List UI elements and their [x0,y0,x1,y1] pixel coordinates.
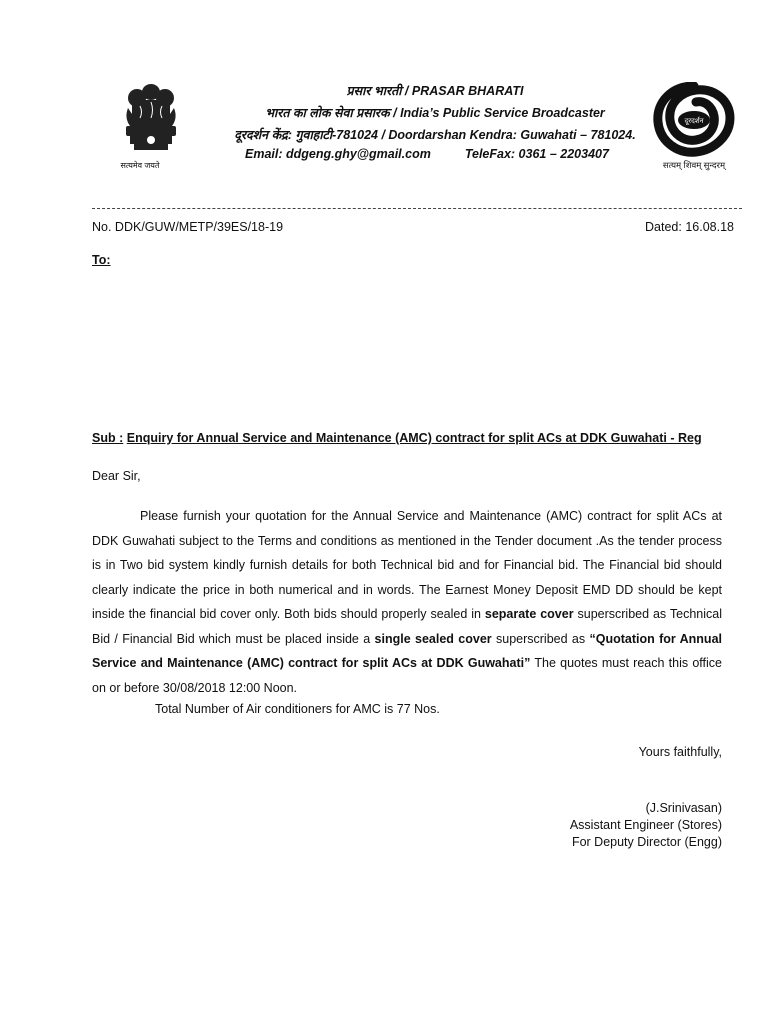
subject-label: Sub : [92,431,124,445]
emblem-motto: सत्यमेव जयते [120,161,160,170]
signatory-designation: Assistant Engineer (Stores) [569,818,722,832]
org-tagline-english: / India’s Public Service Broadcaster [389,106,605,120]
telefax-text: TeleFax: 0361 – 2203407 [464,147,609,161]
body-paragraph [92,504,722,700]
letter-date: Dated: 16.08.18 [645,220,734,234]
dd-motto: सत्यम् शिवम् सुन्दरम् [662,160,726,170]
body-bold-single-sealed-cover: single sealed cover [374,631,492,646]
office-address-line [195,126,675,143]
body-text-4: The quotes must reach this office on or before 30/08/2018 12:00 Noon. [92,656,722,695]
reference-number: No. DDK/GUW/METP/39ES/18-19 [92,220,284,234]
body-bold-separate-cover: separate cover [484,607,574,621]
signatory-for: For Deputy Director (Engg) [571,835,722,849]
subject-text: Enquiry for Annual Service and Maintenance (AMC) contract for split ACs at DDK Guwahati - Reg [126,431,702,445]
email-text: Email: ddgeng.ghy@gmail.com [245,147,431,161]
dd-logo-text: दूरदर्शन [684,117,704,125]
body-text-2: superscribed as Technical Bid / Financial Bid which must be placed inside a [92,607,722,646]
header-divider [92,208,742,209]
doordarshan-logo-icon [652,82,736,158]
body-text-1: Please furnish your quotation for the Annual Service and Maintenance (AMC) contract for split ACs at DDK Guwahati subject to the Terms and conditions as mentioned in the Tender document .As the tender process is in Two bid system kindly furnish details for both Technical bid and for Financial bid. The Financial bid should clearly indicate the price in both numerical and in words. The Earnest Money Deposit EMD DD should be kept inside the financial bid cover only. Both bids should properly sealed in [92,509,722,621]
signatory-name: (J.Srinivasan) [645,801,722,815]
body-text-3: superscribed as [491,631,590,646]
signature-block [570,800,722,851]
total-ac-count: Total Number of Air conditioners for AMC is 77 Nos. [155,702,440,716]
org-tagline-hindi: भारत का लोक सेवा प्रसारक [265,106,390,120]
to-label: To: [92,253,111,267]
office-address-hindi: दूरदर्शन केंद्र: गुवाहाटी [234,128,333,142]
org-tagline-line [200,104,670,121]
org-name-hindi: प्रसार भारती [346,84,402,98]
org-name-line [200,82,670,99]
salutation: Dear Sir, [92,469,141,483]
subject-line [92,431,702,445]
org-name-english: / PRASAR BHARATI [401,84,524,98]
office-address-english: -781024 / Doordarshan Kendra: Guwahati – 781024. [332,128,636,142]
closing: Yours faithfully, [638,745,722,759]
body-bold-quotation-title: “Quotation for Annual Service and Maintenance (AMC) contract for split ACs at DDK Guwahati” [92,631,722,670]
contact-line [245,147,609,161]
